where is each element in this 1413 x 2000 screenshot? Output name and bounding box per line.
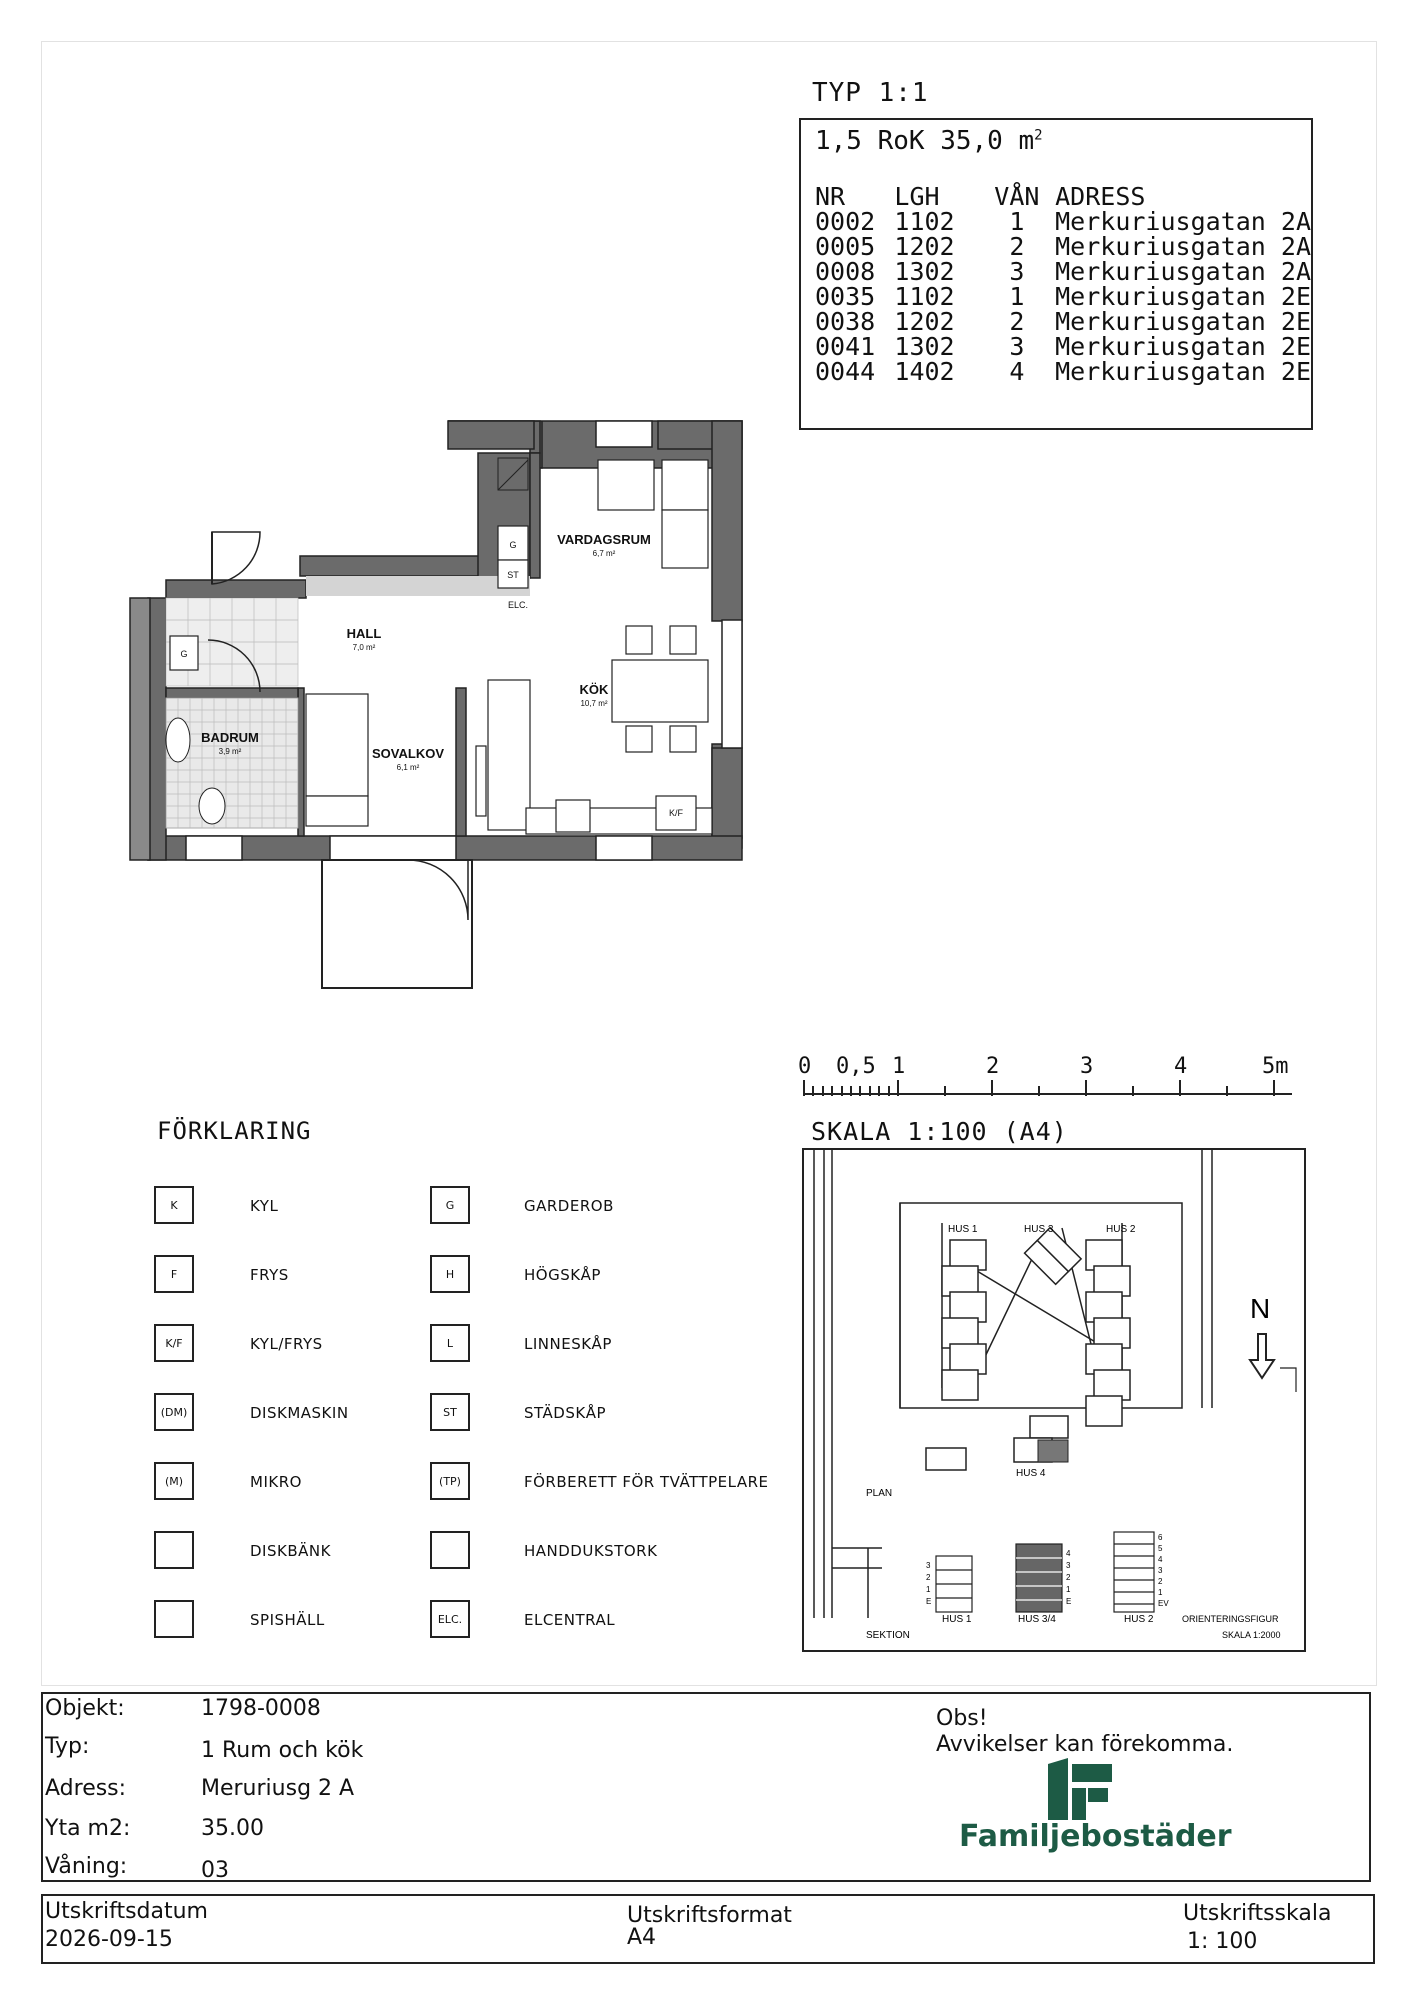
site-floor-number: E <box>1066 1597 1072 1606</box>
print-scale <box>1183 1900 1331 1956</box>
print-scale-value: 1: 100 <box>1187 1929 1258 1954</box>
print-date-label: Utskriftsdatum <box>45 1899 208 1924</box>
legend-label: DISKMASKIN <box>250 1404 349 1422</box>
marker-kf: K/F <box>668 808 684 818</box>
scale-title: SKALA 1:100 (A4) <box>811 1117 1068 1146</box>
apartment-lgh: 1402 <box>894 357 955 386</box>
site-floor-number: 6 <box>1158 1533 1163 1542</box>
legend-symbol-icon <box>430 1462 470 1500</box>
legend-label: LINNESKÅP <box>524 1335 612 1353</box>
scale-tick-2: 2 <box>986 1054 1000 1079</box>
site-floor-number: 1 <box>926 1585 931 1594</box>
site-sec-hus1: HUS 1 <box>942 1614 972 1625</box>
legend-label: FRYS <box>250 1266 289 1284</box>
site-floor-number: 2 <box>926 1573 931 1582</box>
bath-floor <box>166 698 298 828</box>
print-scale-label: Utskriftsskala <box>1183 1901 1332 1926</box>
legend-symbol-icon <box>430 1531 470 1569</box>
room-badrum-area: 3,9 m² <box>218 747 242 756</box>
scale-tick-1: 1 <box>892 1054 906 1079</box>
room-vardagsrum: VARDAGSRUM <box>557 532 651 547</box>
legend-symbol-icon <box>430 1324 470 1362</box>
brand-name: Familjebostäder <box>959 1819 1232 1854</box>
legend-label: KYL <box>250 1197 279 1215</box>
apartment-adress: Merkuriusgatan 2E <box>1055 282 1311 311</box>
legend-code: L <box>446 1336 454 1350</box>
type-size <box>815 126 1043 156</box>
typ-value: 1 Rum och kök <box>201 1738 364 1763</box>
typ-label: Typ: <box>45 1734 90 1759</box>
legend-label: ELCENTRAL <box>524 1611 616 1629</box>
site-floor-number: 3 <box>1158 1566 1163 1575</box>
objekt-value: 1798-0008 <box>201 1696 321 1721</box>
wall-kitchen-left <box>530 453 540 578</box>
legend-code: (M) <box>164 1474 184 1488</box>
room-hall: HALL <box>346 626 382 641</box>
site-floor-number: 4 <box>1066 1549 1071 1558</box>
legend-code: G <box>445 1198 455 1212</box>
room-vardagsrum-area: 6,7 m² <box>592 549 616 558</box>
legend-label: KYL/FRYS <box>250 1335 323 1353</box>
apartment-van: 1 <box>1009 282 1025 311</box>
apartment-nr: 0044 <box>815 357 876 386</box>
apartment-adress: Merkuriusgatan 2A <box>1055 232 1311 261</box>
apartment-lgh: 1102 <box>894 282 955 311</box>
apartment-table <box>815 184 1311 384</box>
apartment-row <box>815 209 1311 234</box>
legend-symbol-icon <box>154 1462 194 1500</box>
wall-bath-top <box>166 688 298 698</box>
wall-top-left <box>448 421 534 449</box>
room-sovalkov-area: 6,1 m² <box>396 763 420 772</box>
site-hus3: HUS 3 <box>1024 1224 1054 1235</box>
col-van: VÅN <box>994 182 1040 211</box>
site-floor-number: E <box>926 1597 932 1606</box>
legend-title: FÖRKLARING <box>157 1117 312 1145</box>
room-hall-area: 7,0 m² <box>352 643 376 652</box>
apartment-row <box>815 234 1311 259</box>
legend-symbol-icon <box>154 1393 194 1431</box>
apartment-adress: Merkuriusgatan 2E <box>1055 357 1311 386</box>
apartment-adress: Merkuriusgatan 2E <box>1055 332 1311 361</box>
marker-st: ST <box>507 570 519 580</box>
yta-label: Yta m2: <box>45 1816 131 1841</box>
col-lgh: LGH <box>894 182 940 211</box>
legend-code: K/F <box>165 1336 183 1350</box>
apartment-row <box>815 359 1311 384</box>
floor-plan <box>0 0 760 1020</box>
apartment-lgh: 1102 <box>894 207 955 236</box>
legend-symbol-icon <box>430 1393 470 1431</box>
site-plan-label: PLAN <box>866 1488 893 1499</box>
wall-bath-right <box>298 688 304 836</box>
wall-right-lower <box>712 748 742 838</box>
site-orient-scale: SKALA 1:2000 <box>1222 1630 1281 1640</box>
wall-inner-top <box>166 580 306 598</box>
site-floor-number: 1 <box>1066 1585 1071 1594</box>
legend-label: HANDDUKSTORK <box>524 1542 658 1560</box>
apartment-nr: 0005 <box>815 232 876 261</box>
print-format <box>627 1904 792 1948</box>
apartment-row <box>815 259 1311 284</box>
site-floor-number: 3 <box>926 1561 931 1570</box>
print-format-label: Utskriftsformat <box>627 1903 792 1928</box>
legend-code: (DM) <box>160 1405 188 1419</box>
legend-symbol-icon <box>430 1600 470 1638</box>
print-date-value: 2026-09-15 <box>45 1927 173 1952</box>
info-box <box>41 1692 1371 1882</box>
legend-symbol-icon <box>430 1186 470 1224</box>
legend-label: DISKBÄNK <box>250 1542 331 1560</box>
legend-code: F <box>170 1267 178 1281</box>
apartment-row <box>815 284 1311 309</box>
apartment-adress: Merkuriusgatan 2E <box>1055 307 1311 336</box>
print-format-value: A4 <box>627 1925 657 1950</box>
legend-label: MIKRO <box>250 1473 302 1491</box>
apartment-nr: 0041 <box>815 332 876 361</box>
print-date <box>45 1898 208 1954</box>
legend-label: STÄDSKÅP <box>524 1404 606 1422</box>
apartment-lgh: 1202 <box>894 232 955 261</box>
legend-code: ST <box>443 1405 457 1419</box>
legend-symbol-icon <box>154 1531 194 1569</box>
apartment-van: 1 <box>1009 207 1025 236</box>
type-size-text: 1,5 RoK 35,0 m <box>815 126 1035 156</box>
apartment-row <box>815 309 1311 334</box>
legend-symbol-icon <box>154 1324 194 1362</box>
wall-left-ext <box>130 598 150 860</box>
apartment-adress: Merkuriusgatan 2A <box>1055 207 1311 236</box>
site-hus4: HUS 4 <box>1016 1468 1046 1479</box>
apartment-adress: Merkuriusgatan 2A <box>1055 257 1311 286</box>
vaning-value: 03 <box>201 1858 229 1883</box>
marker-g-hall: G <box>180 649 188 659</box>
apartment-row <box>815 334 1311 359</box>
scale-tick-5m: 5m <box>1262 1054 1289 1079</box>
site-sektion-label: SEKTION <box>866 1630 910 1641</box>
adress-value: Meruriusg 2 A <box>201 1776 355 1801</box>
apartment-van: 3 <box>1009 332 1025 361</box>
type-title: TYP 1:1 <box>812 78 929 108</box>
apartment-nr: 0038 <box>815 307 876 336</box>
apartment-van: 2 <box>1009 232 1025 261</box>
vaning-label: Våning: <box>45 1854 128 1879</box>
room-sovalkov: SOVALKOV <box>372 746 444 761</box>
wall-alcove-right <box>456 688 466 836</box>
site-floor-number: 2 <box>1158 1577 1163 1586</box>
apartment-van: 3 <box>1009 257 1025 286</box>
yta-value: 35.00 <box>201 1816 264 1841</box>
apartment-lgh: 1302 <box>894 257 955 286</box>
legend-code: (TP) <box>439 1474 461 1488</box>
col-adress: ADRESS <box>1055 182 1146 211</box>
brand-logo-icon <box>1048 1758 1112 1820</box>
legend-label: FÖRBERETT FÖR TVÄTTPELARE <box>524 1473 769 1491</box>
obs-text: Avvikelser kan förekomma. <box>936 1732 1234 1757</box>
apartment-lgh: 1302 <box>894 332 955 361</box>
apartment-nr: 0035 <box>815 282 876 311</box>
site-floor-number: 5 <box>1158 1544 1163 1553</box>
legend-label: SPISHÄLL <box>250 1611 325 1629</box>
adress-label: Adress: <box>45 1776 127 1801</box>
obs-title: Obs! <box>936 1706 988 1731</box>
legend-symbol-icon <box>154 1186 194 1224</box>
site-floor-number: 4 <box>1158 1555 1163 1564</box>
site-north: N <box>1250 1293 1271 1324</box>
site-sec-hus2: HUS 2 <box>1124 1614 1154 1625</box>
site-hus2: HUS 2 <box>1106 1224 1136 1235</box>
site-floor-number: 1 <box>1158 1588 1163 1597</box>
print-footer <box>41 1894 1375 1964</box>
legend-label: HÖGSKÅP <box>524 1266 601 1284</box>
apartment-van: 2 <box>1009 307 1025 336</box>
col-nr: NR <box>815 182 846 211</box>
site-hus1: HUS 1 <box>948 1224 978 1235</box>
room-kok: KÖK <box>579 682 609 697</box>
legend-symbol-icon <box>154 1600 194 1638</box>
apartment-table-header <box>815 184 1311 209</box>
scale-tick-05: 0,5 <box>836 1054 876 1079</box>
site-floor-number: 2 <box>1066 1573 1071 1582</box>
apartment-van: 4 <box>1009 357 1025 386</box>
site-plan <box>802 1148 1306 1652</box>
scale-tick-3: 3 <box>1080 1054 1094 1079</box>
legend-code: H <box>445 1267 455 1281</box>
apartment-lgh: 1202 <box>894 307 955 336</box>
site-sec-hus34: HUS 3/4 <box>1018 1614 1056 1625</box>
balcony <box>322 860 472 988</box>
type-size-sup: 2 <box>1034 127 1043 144</box>
apartment-nr: 0008 <box>815 257 876 286</box>
type-box <box>799 118 1313 430</box>
objekt-label: Objekt: <box>45 1696 125 1721</box>
site-orient: ORIENTERINGSFIGUR <box>1182 1614 1279 1624</box>
obs-note <box>936 1706 1233 1758</box>
apartment-nr: 0002 <box>815 207 876 236</box>
site-floor-number: 3 <box>1066 1561 1071 1570</box>
legend-label: GARDEROB <box>524 1197 614 1215</box>
legend-symbol-icon <box>154 1255 194 1293</box>
legend-code: ELC. <box>437 1612 463 1626</box>
wall-right <box>712 421 742 621</box>
scale-tick-4: 4 <box>1174 1054 1188 1079</box>
marker-g-top: G <box>509 540 517 550</box>
room-kok-area: 10,7 m² <box>580 699 608 708</box>
marker-elc: ELC. <box>507 600 529 610</box>
scale-tick-0: 0 <box>798 1054 812 1079</box>
legend-symbol-icon <box>430 1255 470 1293</box>
legend-code: K <box>170 1198 178 1212</box>
site-floor-number: EV <box>1158 1599 1169 1608</box>
room-badrum: BADRUM <box>201 730 259 745</box>
